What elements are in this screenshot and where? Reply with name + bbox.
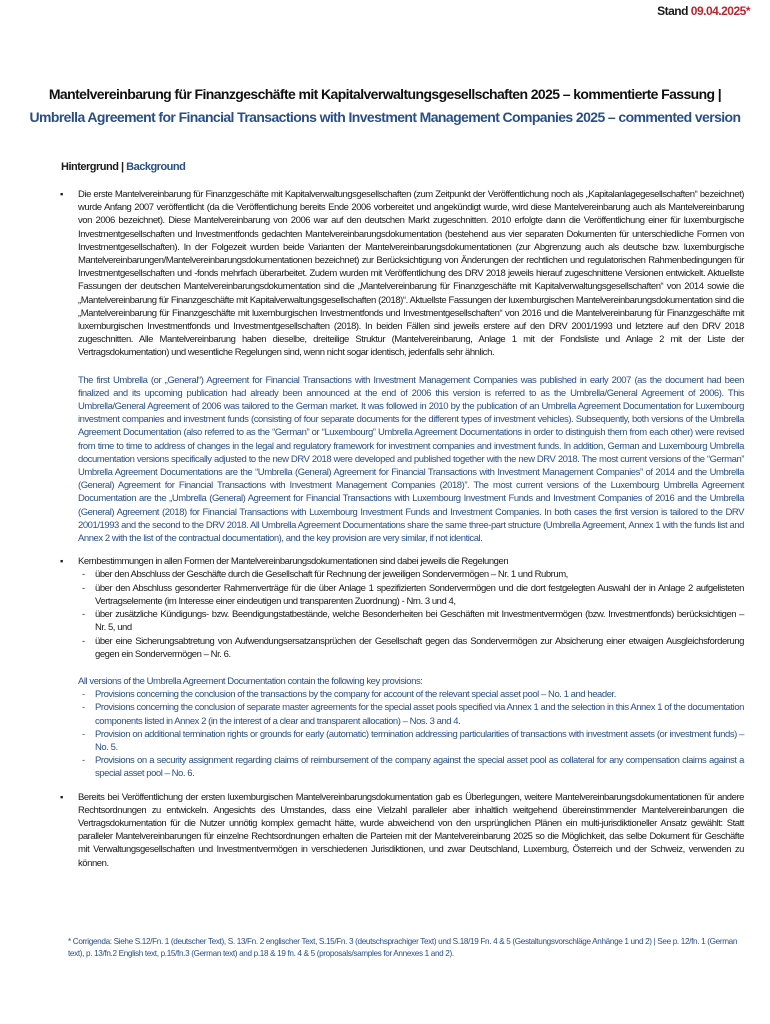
list-item-text: über den Abschluss der Geschäfte durch die Gesellschaft für Rechnung der jeweiligen Sondervermögen – Nr. 1 und Rubrum, <box>95 569 568 581</box>
list-item-text: Provisions concerning the conclusion of the transactions by the company for account of the relevant special asset pool – No. 1 and header. <box>95 689 616 701</box>
paragraph-german: Die erste Mantelvereinbarung für Finanzgeschäfte mit Kapitalverwaltungsgesellschaften (zum Zeitpunkt der Veröffentlichung noch als „Kapitalanlagegesellschaften“ bezeichnet) wurde Anfang 2007 veröffentlicht (da die Veröffentlichung bereits Ende 2006 vorbereitet und angekündigt wurde, wird diese Mantelvereinbarung auch als Mantelvereinbarung von 2006 bezeichnet). Diese Mantelvereinbarung von 2006 war auf den deutschen Markt zugeschnitten. 2010 erfolgte dann die Veröffentlichung einer für luxemburgische Investmentgesellschaften und Investmentfonds gedachten Mantelvereinbarungsdokumentation (bestehend aus vier separaten Dokumenten für unterschiedliche Formen von Investmentgesellschaften). In der Folgezeit wurden beide Varianten der Mantelvereinbarungsdokumentationen (zur Abgrenzung auch als deutsche bzw. luxemburgische Mantelvereinbarungen/Mantelvereinbarungsdokumentationen bezeichnet) zur Berücksichtigung von Änderungen der rechtlichen und regulatorischen Rahmenbedingungen für Investmentgesellschaften und -fonds mehrfach überarbeitet. Zudem wurden mit Veröffentlichung des DRV 2018 jeweils hierauf zugeschnittene Versionen entwickelt. Aktuellste Fassungen der deutschen Mantelvereinbarungsdokumentation sind die „Mantelvereinbarung für Finanzgeschäfte mit Kapitalverwaltungsgesellschaften“ von 2014 sowie die „Mantelvereinbarung für Finanzgeschäfte mit Kapitalverwaltungsgesellschaften (2018)“. Aktuellste Fassungen der luxemburgischen Mantelvereinbarungsdokumentation sind die „Mantelvereinbarung für Finanzgeschäfte mit luxemburgischen Investmentfonds und Investmentgesellschaften“ von 2016 und die Mantelvereinbarung für Finanzgeschäfte mit luxemburgischen Investmentfonds und Investmentgesellschaften (2018). In beiden Fällen sind jeweils erstere auf den DRV 2001/1993 und letztere auf den DRV 2018 zugeschnitten. Alle Mantelvereinbarung haben dieselbe, dreiteilige Struktur (Mantelvereinbarung, Anlage 1 mit der Fondsliste und Anlage 2 mit der Liste der Vertragsdokumentation) und wesentliche Regelungen sind, wenn nicht sogar identisch, jedenfalls sehr ähnlich. <box>78 189 744 359</box>
bullet-paragraph-2 <box>60 555 744 780</box>
list-item-text: über zusätzliche Kündigungs- bzw. Beendigungstatbestände, welche Besonderheiten bei Geschäften mit Investmentvermögen (bzw. Investmentfonds) berücksichtigen – Nr. 5, und <box>95 609 744 634</box>
dash-icon: - <box>82 702 85 714</box>
footnote-corrigenda: * Corrigenda: Siehe S.12/Fn. 1 (deutscher Text), S. 13/Fn. 2 englischer Text, S.15/Fn. 3 (deutschsprachiger Text) und S.18/19 Fn. 4 & 5 (Gestaltungsvorschläge Anhänge 1 und 2) | See p. 12/fn. 1 (German text), p. 13/fn.2 English text, p.15/fn.3 (German text) and p.18 & 19 fn. 4 & 5 (proposals/samples for Annexes 1 and 2). <box>68 937 738 958</box>
bullet-icon: ▪ <box>60 189 63 200</box>
dash-icon: - <box>82 755 85 767</box>
dash-icon: - <box>82 689 85 701</box>
sub-list-german <box>78 568 744 660</box>
bullet-paragraph-3 <box>60 791 744 870</box>
section-heading-german: Hintergrund | <box>61 161 124 173</box>
list-item <box>78 688 744 701</box>
dash-icon: - <box>82 609 85 621</box>
dash-icon: - <box>82 728 85 740</box>
bullet-paragraph-1 <box>60 188 744 545</box>
list-item-text: über den Abschluss gesonderter Rahmenverträge für die über Anlage 1 spezifizierten Sondervermögen und die dort festgelegten Auswahl der in Anlage 2 aufgelisteten Vertragselemente (im Interesse einer eindeutigen und transparenten Zuordnung) - Nrn. 3 und 4, <box>95 582 744 607</box>
bullet-icon: ▪ <box>60 556 63 568</box>
section-heading <box>61 161 185 173</box>
dash-icon: - <box>82 582 85 594</box>
paragraph-german: Kernbestimmungen in allen Formen der Mantelvereinbarungsdokumentationen sind dabei jeweils die Regelungen <box>78 556 509 568</box>
list-item <box>78 701 744 727</box>
bullet-icon: ▪ <box>60 791 63 803</box>
section-heading-english: Background <box>126 161 186 173</box>
stand-date: 09.04.2025* <box>690 4 750 18</box>
list-item-text: Provision on additional termination rights or grounds for early (automatic) termination addressing particularities of transactions with investment assets (or investment funds) – No. 5. <box>95 728 744 753</box>
document-title-block <box>0 86 770 125</box>
dash-icon: - <box>82 635 85 647</box>
list-item <box>78 728 744 754</box>
document-body <box>60 188 744 880</box>
sub-list-english <box>78 688 744 780</box>
list-item-text: Provisions concerning the conclusion of separate master agreements for the special asset pools specified via Annex 1 and the selection in this Annex 1 of the documentation components listed in Annex 2 (in the interest of a clear and transparent allocation) – Nos. 3 and 4. <box>95 702 744 727</box>
list-item <box>78 635 744 661</box>
stand-label: Stand <box>657 4 688 18</box>
paragraph-english: All versions of the Umbrella Agreement Documentation contain the following key provisions: <box>78 675 423 687</box>
paragraph-english: The first Umbrella (or „General“) Agreement for Financial Transactions with Investment Management Companies was published in early 2007 (as the document had been finalized and its upcoming publication had already been announced at the end of 2006 this version is referred to as the Umbrella/General Agreement of 2006). This Umbrella/General Agreement of 2006 was tailored to the German market. It was followed in 2010 by the publication of an Umbrella Agreement Documentation for Luxembourg investment companies and investment funds (consisting of four separate documents for the different types of investment vehicles). Subsequently, both versions of the Umbrella Agreement Documentation (also referred to as the “German” or “Luxembourg” Umbrella Agreement Documentations in order to distinguish them from each other) were revised from time to time to address of changes in the legal and regulatory framework for investment companies and investment funds. In addition, German and Luxembourg Umbrella documentation versions specifically adjusted to the new DRV 2018 were developed and published together with the new DRV 2018. The most current versions of the “German” Umbrella Agreement Documentations are the “Umbrella (General) Agreement for Financial Transactions with Investment Management Companies” of 2014 and the Umbrella (General) Agreement for Financial Transactions with Investment Management Companies (2018)”. The most current versions of the Luxembourg Umbrella Agreement Documentation are the „Umbrella (General) Agreement for Financial Transactions with Luxembourg Investment Funds and Investment Companies of 2016 and the Umbrella (General) Agreement (2018) for Financial Transactions with Luxembourg Investment Funds and Investment Companies. In both cases the first version is tailored to the DRV 2001/1993 and the second to the DRV 2018. All Umbrella Agreement Documentations share the same three-part structure (Umbrella Agreement, Annex 1 with the funds list and Annex 2 with the list of the contractual documentation), and the key provision are very similar, if not identical. <box>78 374 744 545</box>
title-english: Umbrella Agreement for Financial Transactions with Investment Management Companies 2025 – commented version <box>29 109 741 125</box>
list-item-text: über eine Sicherungsabtretung von Aufwendungsersatzansprüchen der Gesellschaft gegen das Sondervermögen zur Absicherung einer etwaigen Ausgleichsforderung gegen ein Sondervermögen – Nr. 6. <box>95 635 744 660</box>
list-item <box>78 582 744 608</box>
title-german: Mantelvereinbarung für Finanzgeschäfte mit Kapitalverwaltungsgesellschaften 2025 – kommentierte Fassung | <box>48 86 722 102</box>
paragraph-german: Bereits bei Veröffentlichung der ersten luxemburgischen Mantelvereinbarungsdokumentation gab es Überlegungen, weitere Mantelvereinbarungsdokumentationen für andere Rechtsordnungen zu entwickeln. Angesichts des Umstandes, dass eine Vielzahl paralleler aber inhaltlich weitgehend übereinstimmender Mantelvereinbarungen die Vertragsdokumentation für die Nutzer unnötig komplex gemacht hätte, wurde abweichend von den ursprünglichen Plänen ein multi-jurisdiktioneller Ansatz gewählt: Statt paralleler Mantelvereinbarungen für einzelne Rechtsordnungen erhalten die Parteien mit der Mantelvereinbarung 2025 so die Möglichkeit, das selbe Dokument für Geschäfte mit Verwaltungsgesellschaften und Investmentvermögen in verschiedenen Jurisdiktionen, und zwar Deutschland, Luxemburg, Österreich und der Schweiz, verwenden zu können. <box>78 791 744 869</box>
list-item-text: Provisions on a security assignment regarding claims of reimbursement of the company against the special asset pool as collateral for any compensation claims against a special asset pool – No. 6. <box>95 755 744 780</box>
dash-icon: - <box>82 569 85 581</box>
document-date-header <box>657 4 750 18</box>
list-item <box>78 568 744 581</box>
list-item <box>78 608 744 634</box>
list-item <box>78 754 744 780</box>
